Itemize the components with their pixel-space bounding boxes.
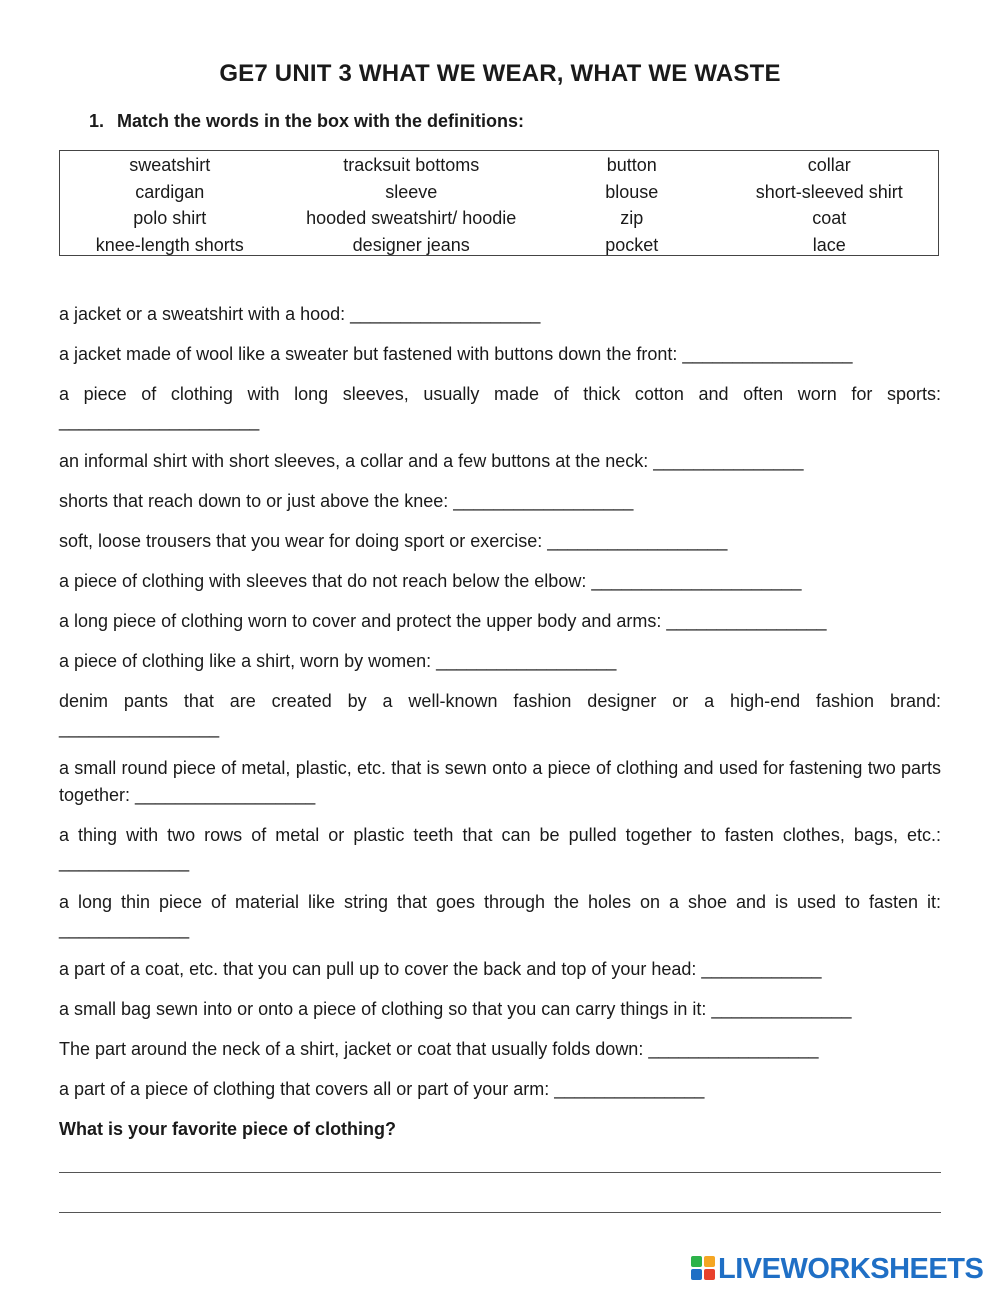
word-box-row <box>60 205 938 232</box>
definition-item[interactable]: a long piece of clothing worn to cover and protect the upper body and arms: ________________ <box>59 611 827 631</box>
definition-item[interactable]: denim pants that are created by a well-known fashion designer or a high-end fashion brand: ________________ <box>59 691 941 738</box>
word-box-cell: cardigan <box>135 181 205 202</box>
definition-item[interactable]: a small bag sewn into or onto a piece of clothing so that you can carry things in it: ______________ <box>59 999 852 1019</box>
word-box-cell: blouse <box>605 181 659 202</box>
word-box-table <box>60 152 938 258</box>
word-box-cell: collar <box>807 155 851 176</box>
word-box-cell: zip <box>620 208 644 229</box>
word-box-cell: designer jeans <box>352 234 470 255</box>
word-box-row <box>60 232 938 259</box>
liveworksheets-logo-icon <box>691 1256 715 1282</box>
definition-item[interactable]: a part of a piece of clothing that covers all or part of your arm: _______________ <box>59 1079 705 1099</box>
liveworksheets-logo <box>691 1254 983 1284</box>
definition-item[interactable]: soft, loose trousers that you wear for doing sport or exercise: __________________ <box>59 531 728 551</box>
definition-item[interactable]: a small round piece of metal, plastic, etc. that is sewn onto a piece of clothing and used for fastening two parts together: __________________ <box>59 758 941 805</box>
definitions-list <box>59 301 941 1143</box>
word-box-row <box>60 152 938 179</box>
definition-item[interactable]: a piece of clothing with sleeves that do not reach below the elbow: _____________________ <box>59 571 802 591</box>
word-box-cell: short-sleeved shirt <box>755 181 903 202</box>
page-title: GE7 UNIT 3 WHAT WE WEAR, WHAT WE WASTE <box>219 60 781 87</box>
definition-item[interactable]: a jacket made of wool like a sweater but fastened with buttons down the front: _________________ <box>59 344 853 364</box>
word-box-cell: sweatshirt <box>129 155 211 176</box>
word-box-cell: button <box>606 155 657 176</box>
definition-item[interactable]: an informal shirt with short sleeves, a collar and a few buttons at the neck: _______________ <box>59 451 804 471</box>
word-box-cell: hooded sweatshirt/ hoodie <box>306 208 517 229</box>
word-box-cell: knee-length shorts <box>95 234 244 255</box>
word-box-cell: polo shirt <box>133 208 207 229</box>
definition-item[interactable]: a thing with two rows of metal or plastic teeth that can be pulled together to fasten clothes, bags, etc.: _____________ <box>59 825 941 872</box>
definition-item[interactable]: a long thin piece of material like string that goes through the holes on a shoe and is used to fasten it: _____________ <box>59 892 941 939</box>
definition-item[interactable]: The part around the neck of a shirt, jacket or coat that usually folds down: _________________ <box>59 1039 819 1059</box>
logo-text: LIVEWORKSHEETS <box>718 1252 984 1285</box>
definition-item[interactable]: a part of a coat, etc. that you can pull up to cover the back and top of your head: ____________ <box>59 959 822 979</box>
answer-line[interactable] <box>59 1172 941 1173</box>
word-box-cell: coat <box>812 208 847 229</box>
word-box <box>59 150 939 256</box>
word-box-row <box>60 179 938 206</box>
exercise-instruction <box>89 111 524 132</box>
definition-item[interactable]: a jacket or a sweatshirt with a hood: ___________________ <box>59 304 541 324</box>
word-box-cell: tracksuit bottoms <box>343 155 480 176</box>
definition-item[interactable]: shorts that reach down to or just above the knee: __________________ <box>59 491 634 511</box>
exercise-instruction-text: Match the words in the box with the definitions: <box>117 111 524 131</box>
definition-item[interactable]: a piece of clothing like a shirt, worn by women: __________________ <box>59 651 617 671</box>
word-box-cell: sleeve <box>385 181 438 202</box>
word-box-cell: pocket <box>605 234 659 255</box>
answer-line[interactable] <box>59 1212 941 1213</box>
word-box-cell: lace <box>812 234 846 255</box>
exercise-number: 1. <box>89 111 105 131</box>
open-question: What is your favorite piece of clothing? <box>59 1119 397 1139</box>
definition-item[interactable]: a piece of clothing with long sleeves, usually made of thick cotton and often worn for sports: ____________________ <box>59 384 941 431</box>
